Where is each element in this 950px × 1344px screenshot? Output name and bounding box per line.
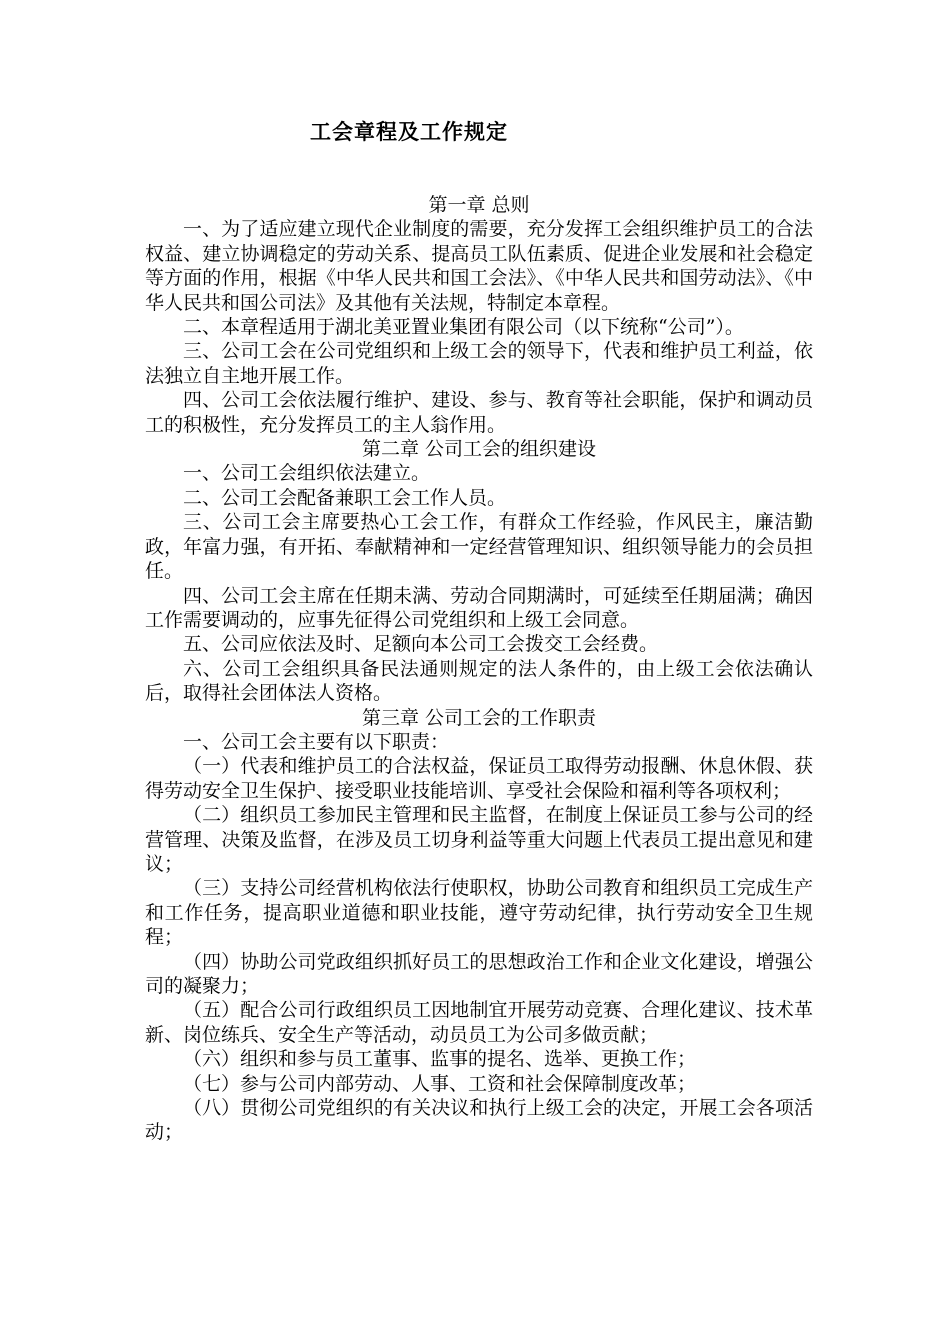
paragraph: （二）组织员工参加民主管理和民主监督，在制度上保证员工参与公司的经营管理、决策及监督，在涉及员工切身利益等重大问题上代表员工提出意见和建议； — [145, 804, 813, 875]
paragraph: 一、为了适应建立现代企业制度的需要，充分发挥工会组织维护员工的合法权益、建立协调稳定的劳动关系、提高员工队伍素质、促进企业发展和社会稳定等方面的作用，根据《中华人民共和国工会法》、《中华人民共和国劳动法》、《中华人民共和国公司法》及其他有关法规，特制定本章程。 — [145, 218, 813, 314]
paragraph: 一、公司工会组织依法建立。 — [183, 462, 431, 485]
paragraph: （三）支持公司经营机构依法行使职权，协助公司教育和组织员工完成生产和工作任务，提高职业道德和职业技能，遵守劳动纪律，执行劳动安全卫生规程； — [145, 877, 813, 949]
paragraph: （八）贯彻公司党组织的有关决议和执行上级工会的决定，开展工会各项活动； — [145, 1097, 813, 1144]
paragraph: 二、本章程适用于湖北美亚置业集团有限公司（以下统称“公司”）。 — [183, 316, 744, 339]
paragraph: 三、公司工会在公司党组织和上级工会的领导下，代表和维护员工利益，依法独立自主地开展工作。 — [145, 340, 813, 387]
paragraph: 六、公司工会组织具备民法通则规定的法人条件的，由上级工会依法确认后，取得社会团体法人资格。 — [145, 657, 813, 705]
paragraph: （六）组织和参与员工董事、监事的提名、选举、更换工作； — [183, 1048, 697, 1071]
paragraph: 五、公司应依法及时、足额向本公司工会拨交工会经费。 — [183, 633, 659, 656]
paragraph: 一、公司工会主要有以下职责： — [183, 730, 450, 753]
chapter-heading: 第三章 公司工会的工作职责 — [361, 706, 597, 729]
chapter-3 — [145, 706, 813, 1145]
paragraph: 四、公司工会主席在任期未满、劳动合同期满时，可延续至任期届满；确因工作需要调动的，应事先征得公司党组织和上级工会同意。 — [145, 584, 813, 631]
chapter-heading: 第一章 总则 — [428, 194, 530, 216]
paragraph: （七）参与公司内部劳动、人事、工资和社会保障制度改革； — [183, 1072, 697, 1095]
paragraph: （一）代表和维护员工的合法权益，保证员工取得劳动报酬、休息休假、获得劳动安全卫生保护、接受职业技能培训、享受社会保险和福利等各项权利； — [145, 755, 813, 802]
chapter-heading: 第二章 公司工会的组织建设 — [361, 438, 597, 461]
chapter-1 — [145, 193, 813, 437]
paragraph: 三、公司工会主席要热心工会工作，有群众工作经验，作风民主，廉洁勤政，年富力强，有开拓、奉献精神和一定经营管理知识、组织领导能力的会员担任。 — [145, 511, 813, 583]
paragraph: （四）协助公司党政组织抓好员工的思想政治工作和企业文化建设，增强公司的凝聚力； — [145, 950, 813, 997]
paragraph: 二、公司工会配备兼职工会工作人员。 — [183, 486, 507, 509]
paragraph: 四、公司工会依法履行维护、建设、参与、教育等社会职能，保护和调动员工的积极性，充分发挥员工的主人翁作用。 — [145, 389, 813, 436]
document-body — [145, 193, 813, 1145]
document-title: 工会章程及工作规定 — [310, 120, 508, 144]
chapter-2 — [145, 437, 813, 705]
paragraph: （五）配合公司行政组织员工因地制宜开展劳动竞赛、合理化建议、技术革新、岗位练兵、安全生产等活动，动员员工为公司多做贡献； — [145, 999, 813, 1046]
